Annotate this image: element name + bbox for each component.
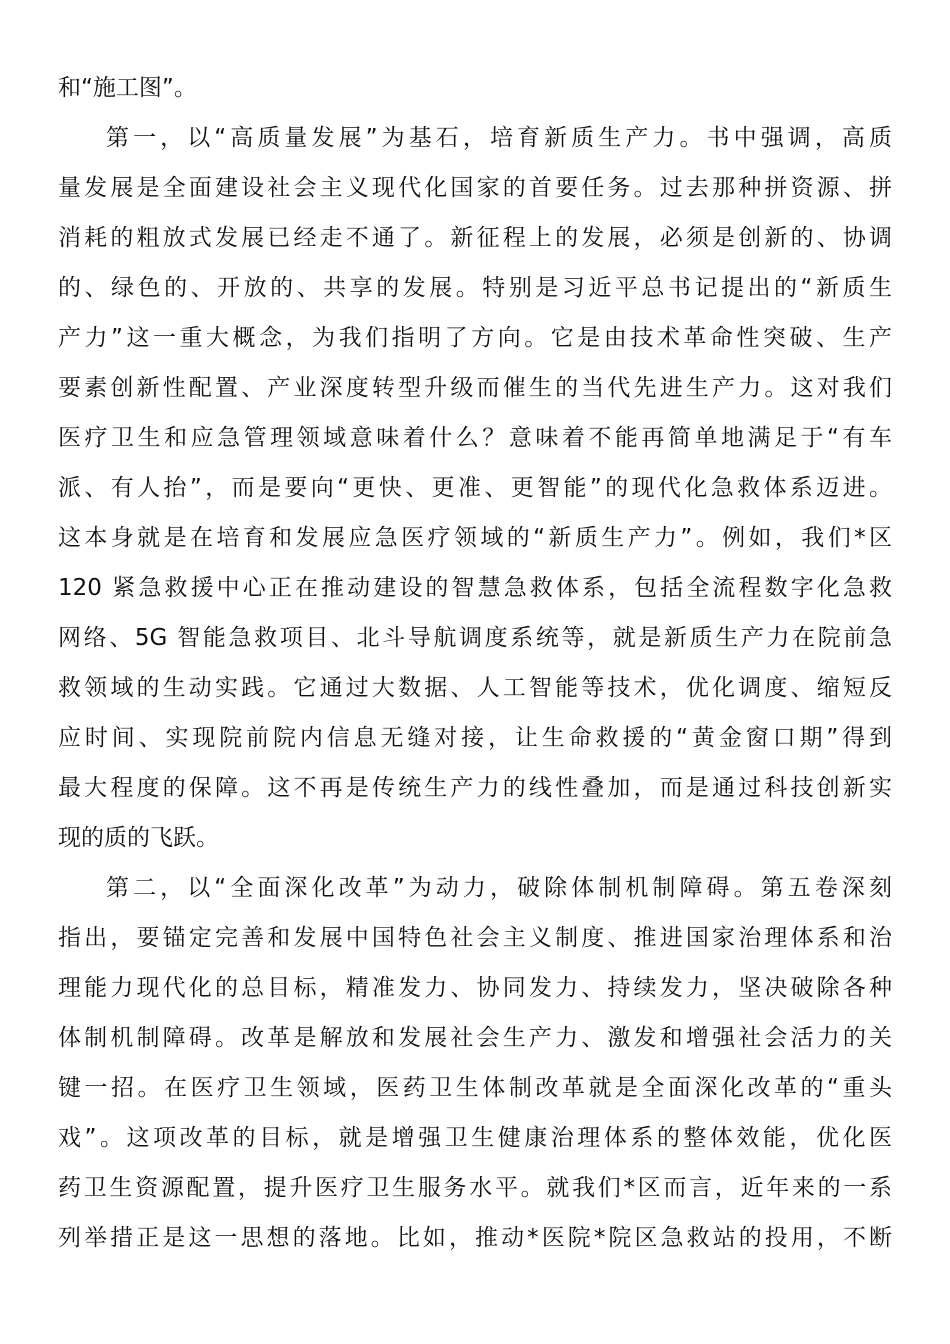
text-line: 药卫生资源配置，提升医疗卫生服务水平。就我们*区而言，近年来的一系 xyxy=(58,1175,892,1201)
text-line: 救领域的生动实践。它通过大数据、人工智能等技术，优化调度、缩短反 xyxy=(58,675,892,701)
paragraph-2-first-line: 第二，以“全面深化改革”为动力，破除体制机制障碍。第五卷深刻 xyxy=(106,875,892,901)
text-line: 列举措正是这一思想的落地。比如，推动*医院*院区急救站的投用，不断 xyxy=(58,1225,892,1251)
text-line: 要素创新性配置、产业深度转型升级而催生的当代先进生产力。这对我们 xyxy=(58,375,892,401)
text-line: 现的质的飞跃。 xyxy=(58,825,219,851)
text-line: 最大程度的保障。这不再是传统生产力的线性叠加，而是通过科技创新实 xyxy=(58,775,892,801)
text-line: 这本身就是在培育和发展应急医疗领域的“新质生产力”。例如，我们*区 xyxy=(58,525,892,551)
text-line: 和“施工图”。 xyxy=(58,75,197,101)
text-line: 医疗卫生和应急管理领域意味着什么？意味着不能再简单地满足于“有车 xyxy=(58,425,892,451)
text-line: 派、有人抬”，而是要向“更快、更准、更智能”的现代化急救体系迈进。 xyxy=(58,475,892,501)
text-line: 指出，要锚定完善和发展中国特色社会主义制度、推进国家治理体系和治 xyxy=(58,925,892,951)
text-line: 键一招。在医疗卫生领域，医药卫生体制改革就是全面深化改革的“重头 xyxy=(58,1075,892,1101)
text-line: 消耗的粗放式发展已经走不通了。新征程上的发展，必须是创新的、协调 xyxy=(58,225,892,251)
text-line: 的、绿色的、开放的、共享的发展。特别是习近平总书记提出的“新质生 xyxy=(58,275,892,301)
text-line: 应时间、实现院前院内信息无缝对接，让生命救援的“黄金窗口期”得到 xyxy=(58,725,892,751)
text-line: 120 紧急救援中心正在推动建设的智慧急救体系，包括全流程数字化急救 xyxy=(58,575,892,601)
paragraph-1-first-line: 第一，以“高质量发展”为基石，培育新质生产力。书中强调，高质 xyxy=(106,125,892,151)
text-line: 量发展是全面建设社会主义现代化国家的首要任务。过去那种拼资源、拼 xyxy=(58,175,892,201)
text-line: 产力”这一重大概念，为我们指明了方向。它是由技术革命性突破、生产 xyxy=(58,325,892,351)
text-line: 戏”。这项改革的目标，就是增强卫生健康治理体系的整体效能，优化医 xyxy=(58,1125,892,1151)
text-line: 理能力现代化的总目标，精准发力、协同发力、持续发力，坚决破除各种 xyxy=(58,975,892,1001)
text-line: 网络、5G 智能急救项目、北斗导航调度系统等，就是新质生产力在院前急 xyxy=(58,625,892,651)
text-line: 体制机制障碍。改革是解放和发展社会生产力、激发和增强社会活力的关 xyxy=(58,1025,892,1051)
